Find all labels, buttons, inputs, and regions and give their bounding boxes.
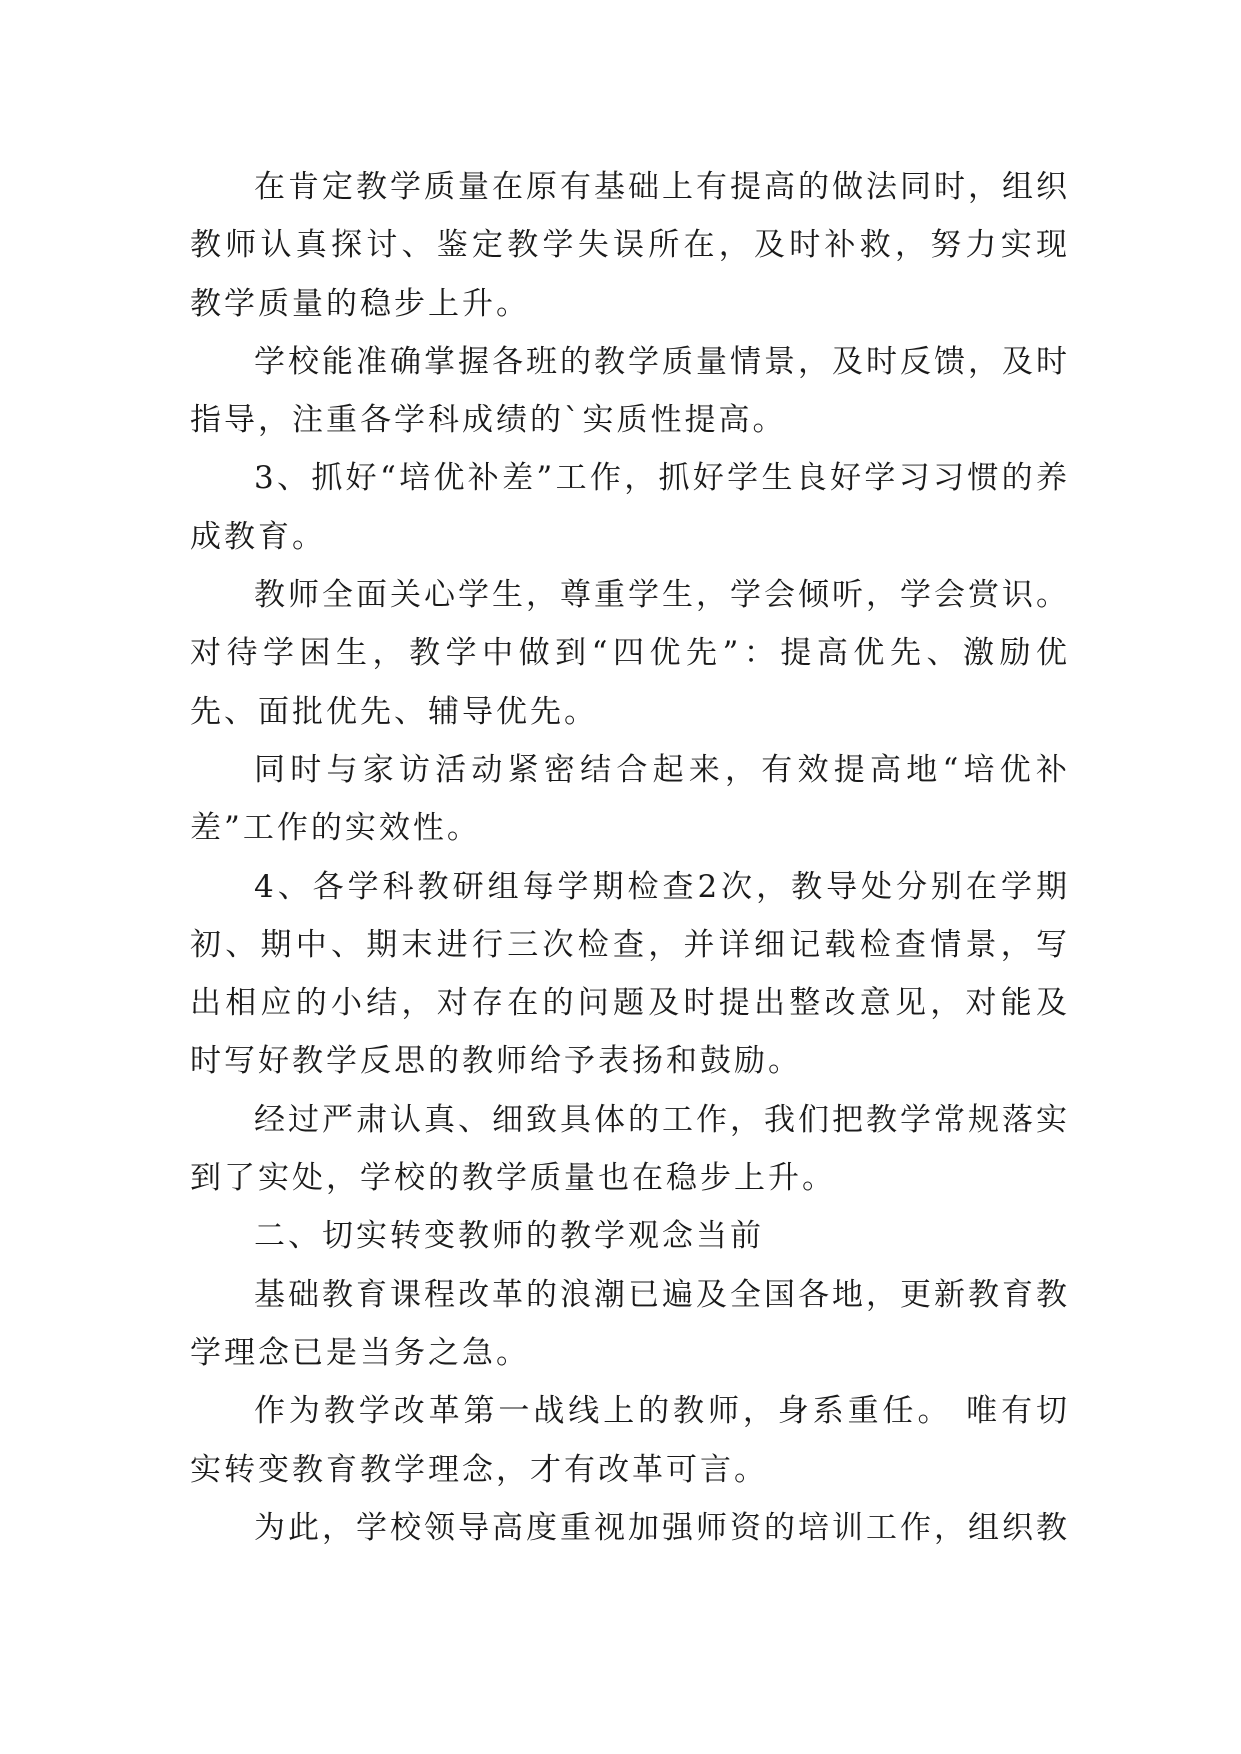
section-heading: 二、切实转变教师的教学观念当前 <box>254 1218 764 1255</box>
paragraph: 4、各学科教研组每学期检查2次，教导处分别在学期初、期中、期末进行三次检查，并详细记载检查情景，写出相应的小结，对存在的问题及时提出整改意见，对能及时写好教学反思的教师给予表扬和鼓励。 <box>190 868 1070 1080</box>
paragraph: 作为教学改革第一战线上的教师，身系重任。 唯有切实转变教育教学理念，才有改革可言。 <box>190 1393 1070 1488</box>
paragraph: 同时与家访活动紧密结合起来，有效提高地“培优补差”工作的实效性。 <box>190 751 1070 847</box>
document-body <box>190 158 1070 1557</box>
paragraph: 学校能准确掌握各班的教学质量情景，及时反馈，及时指导，注重各学科成绩的`实质性提高。 <box>190 343 1070 439</box>
paragraph: 在肯定教学质量在原有基础上有提高的做法同时，组织教师认真探讨、鉴定教学失误所在，及时补救，努力实现教学质量的稳步上升。 <box>190 169 1070 322</box>
paragraph: 基础教育课程改革的浪潮已遍及全国各地，更新教育教学理念已是当务之急。 <box>190 1276 1070 1371</box>
paragraph: 经过严肃认真、细致具体的工作，我们把教学常规落实到了实处，学校的教学质量也在稳步上升。 <box>190 1101 1070 1197</box>
paragraph: 为此，学校领导高度重视加强师资的培训工作，组织教 <box>254 1509 1070 1546</box>
paragraph: 教师全面关心学生，尊重学生，学会倾听，学会赏识。对待学困生，教学中做到“四优先”：提高优先、激励优先、面批优先、辅导优先。 <box>190 577 1070 730</box>
paragraph: 3、抓好“培优补差”工作，抓好学生良好学习习惯的养成教育。 <box>190 460 1070 555</box>
